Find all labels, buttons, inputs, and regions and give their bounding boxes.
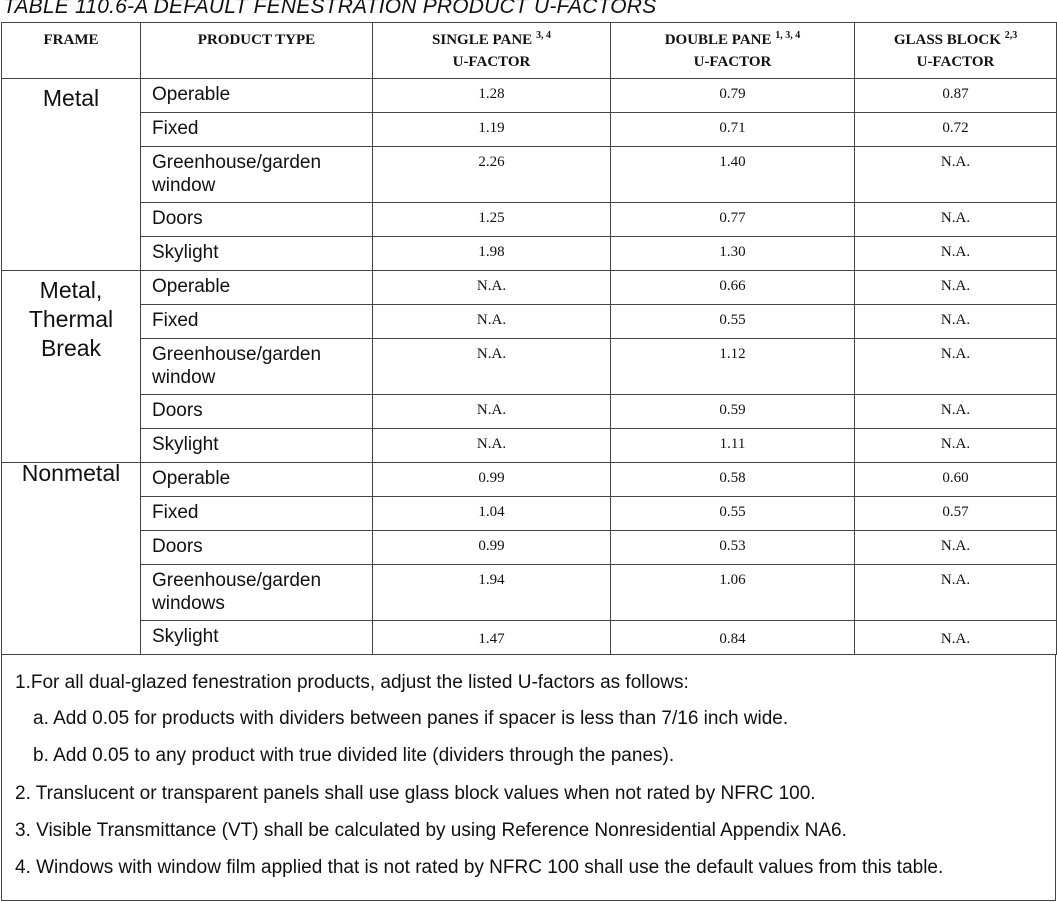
frame-metal-thermal-break — [2, 271, 141, 463]
product-type-cell: Skylight — [141, 429, 373, 463]
product-type-cell: Operable — [141, 271, 373, 305]
glass-block-cell: N.A. — [855, 531, 1057, 565]
frame-metal-thermal-break-label: Metal, Thermal Break — [28, 277, 114, 361]
product-type-cell: Greenhouse/garden window — [141, 339, 373, 395]
double-pane-cell: 0.59 — [611, 395, 855, 429]
table-row — [2, 429, 1057, 463]
glass-block-cell: N.A. — [855, 565, 1057, 621]
header-single-pane-ufactor: U-FACTOR — [452, 54, 531, 70]
double-pane-cell: 1.12 — [611, 339, 855, 395]
double-pane-cell: 1.06 — [611, 565, 855, 621]
frame-nonmetal-label: Nonmetal — [21, 459, 121, 486]
header-glass-block-label: GLASS BLOCK — [893, 32, 1001, 48]
single-pane-cell: 2.26 — [373, 147, 611, 203]
product-type-cell: Greenhouse/garden window — [141, 147, 373, 203]
glass-block-cell: N.A. — [855, 147, 1057, 203]
table-row — [2, 339, 1057, 395]
single-pane-cell: 0.99 — [373, 531, 611, 565]
glass-block-cell: N.A. — [855, 237, 1057, 271]
product-type-cell: Doors — [141, 531, 373, 565]
table-row — [2, 621, 1057, 655]
header-product-type-label: PRODUCT TYPE — [197, 32, 316, 48]
double-pane-cell: 0.71 — [611, 113, 855, 147]
product-type-cell: Greenhouse/garden windows — [141, 565, 373, 621]
product-type-cell: Operable — [141, 463, 373, 497]
single-pane-cell: 1.19 — [373, 113, 611, 147]
table-row — [2, 565, 1057, 621]
double-pane-cell: 0.55 — [611, 497, 855, 531]
header-glass-block — [855, 23, 1057, 79]
header-double-pane-footnote: 1, 3, 4 — [775, 30, 801, 41]
single-pane-cell: 1.25 — [373, 203, 611, 237]
header-double-pane-label: DOUBLE PANE — [664, 32, 772, 48]
glass-block-cell: N.A. — [855, 305, 1057, 339]
double-pane-cell: 0.53 — [611, 531, 855, 565]
table-row — [2, 271, 1057, 305]
single-pane-cell: 1.28 — [373, 79, 611, 113]
glass-block-cell: 0.60 — [855, 463, 1057, 497]
table-row — [2, 203, 1057, 237]
table-title: TABLE 110.6-A DEFAULT FENESTRATION PRODUCT U-FACTORS — [3, 0, 657, 18]
single-pane-cell: N.A. — [373, 395, 611, 429]
header-frame-label: FRAME — [43, 32, 99, 48]
footnotes — [1, 655, 1056, 901]
single-pane-cell: 0.99 — [373, 463, 611, 497]
double-pane-cell: 1.11 — [611, 429, 855, 463]
glass-block-cell: N.A. — [855, 339, 1057, 395]
glass-block-cell: 0.87 — [855, 79, 1057, 113]
footnote-1b: b. Add 0.05 to any product with true divided lite (dividers through the panes). — [33, 745, 675, 766]
frame-metal: Metal — [2, 79, 141, 271]
table-row — [2, 463, 1057, 497]
double-pane-cell: 0.66 — [611, 271, 855, 305]
single-pane-cell: N.A. — [373, 271, 611, 305]
glass-block-cell: N.A. — [855, 271, 1057, 305]
glass-block-cell: 0.57 — [855, 497, 1057, 531]
double-pane-cell: 0.58 — [611, 463, 855, 497]
single-pane-cell: 1.04 — [373, 497, 611, 531]
header-single-pane-label: SINGLE PANE — [432, 32, 533, 48]
product-type-cell: Skylight — [141, 237, 373, 271]
table-row — [2, 79, 1057, 113]
table-row — [2, 147, 1057, 203]
double-pane-cell: 1.30 — [611, 237, 855, 271]
product-type-cell: Fixed — [141, 305, 373, 339]
single-pane-cell: N.A. — [373, 305, 611, 339]
glass-block-cell: N.A. — [855, 621, 1057, 655]
header-double-pane — [611, 23, 855, 79]
product-type-cell: Fixed — [141, 113, 373, 147]
header-row — [2, 23, 1057, 79]
header-product-type — [141, 23, 373, 79]
product-type-cell: Doors — [141, 395, 373, 429]
header-single-pane — [373, 23, 611, 79]
table-row — [2, 531, 1057, 565]
footnote-4: 4. Windows with window film applied that is not rated by NFRC 100 shall use the default values from this table. — [15, 857, 944, 878]
double-pane-cell: 0.55 — [611, 305, 855, 339]
single-pane-cell: 1.98 — [373, 237, 611, 271]
u-factor-table — [1, 22, 1057, 655]
product-type-cell: Skylight — [141, 621, 373, 655]
header-glass-block-footnote: 2,3 — [1004, 30, 1018, 41]
frame-nonmetal — [2, 459, 141, 655]
glass-block-cell: N.A. — [855, 429, 1057, 463]
table-row — [2, 305, 1057, 339]
glass-block-cell: N.A. — [855, 395, 1057, 429]
table-row — [2, 237, 1057, 271]
header-single-pane-footnote: 3, 4 — [535, 30, 551, 41]
footnote-1a: a. Add 0.05 for products with dividers between panes if spacer is less than 7/16 inch wide. — [33, 708, 789, 729]
footnote-2: 2. Translucent or transparent panels shall use glass block values when not rated by NFRC 100. — [15, 783, 816, 804]
header-double-pane-ufactor: U-FACTOR — [693, 54, 772, 70]
footnote-1: 1.For all dual-glazed fenestration products, adjust the listed U-factors as follows: — [15, 672, 689, 693]
double-pane-cell: 0.77 — [611, 203, 855, 237]
single-pane-cell: N.A. — [373, 339, 611, 395]
table-row — [2, 113, 1057, 147]
footnote-3: 3. Visible Transmittance (VT) shall be calculated by using Reference Nonresidential Appendix NA6. — [15, 820, 847, 841]
product-type-cell: Fixed — [141, 497, 373, 531]
table-row — [2, 497, 1057, 531]
single-pane-cell: 1.47 — [373, 621, 611, 655]
single-pane-cell: 1.94 — [373, 565, 611, 621]
double-pane-cell: 1.40 — [611, 147, 855, 203]
glass-block-cell: 0.72 — [855, 113, 1057, 147]
glass-block-cell: N.A. — [855, 203, 1057, 237]
header-frame — [2, 23, 141, 79]
header-glass-block-ufactor: U-FACTOR — [916, 54, 995, 70]
double-pane-cell: 0.79 — [611, 79, 855, 113]
product-type-cell: Doors — [141, 203, 373, 237]
double-pane-cell: 0.84 — [611, 621, 855, 655]
single-pane-cell: N.A. — [373, 429, 611, 463]
table-row — [2, 395, 1057, 429]
product-type-cell: Operable — [141, 79, 373, 113]
